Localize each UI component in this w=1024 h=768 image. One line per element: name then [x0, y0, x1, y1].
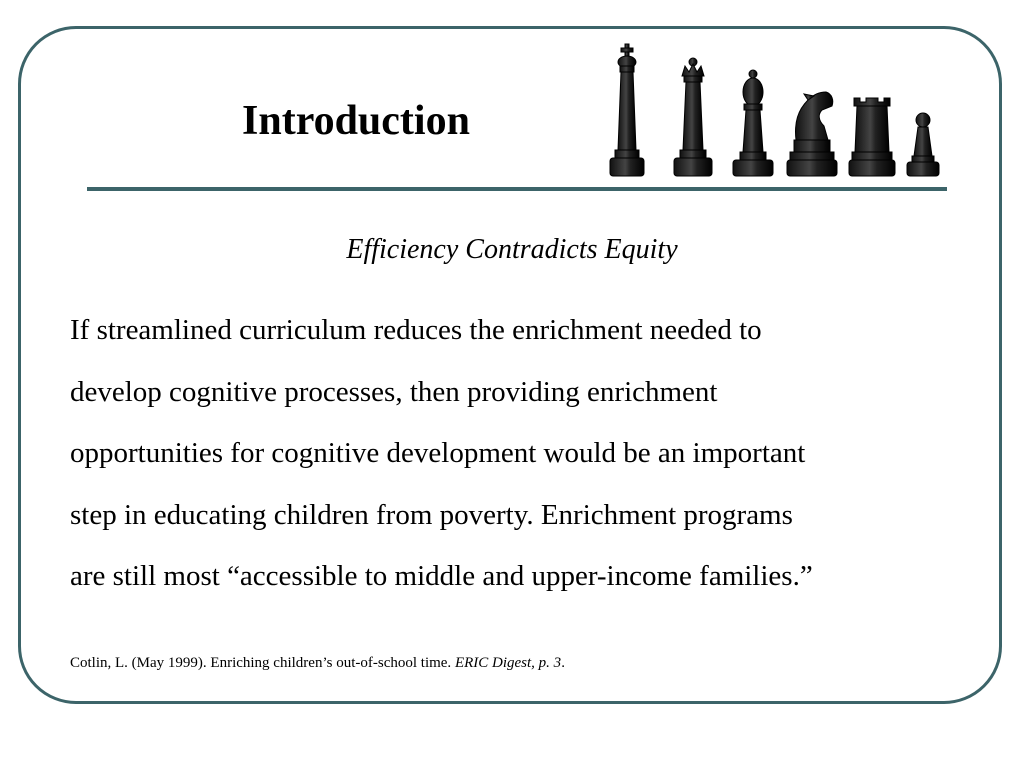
body-paragraph: [70, 300, 970, 608]
citation-end: .: [561, 655, 565, 671]
citation-source: ERIC Digest, p. 3: [454, 655, 562, 671]
rook-piece-icon: [849, 98, 895, 176]
body-line: opportunities for cognitive development would be an important: [70, 437, 806, 469]
slide-subtitle: Efficiency Contradicts Equity: [346, 234, 678, 265]
knight-piece-icon: [787, 92, 837, 176]
citation: [70, 654, 565, 672]
title-divider: [87, 187, 947, 191]
body-line: are still most “accessible to middle and upper-income families.”: [70, 560, 813, 592]
citation-text: Cotlin, L. (May 1999). Enriching children’s out-of-school time.: [70, 655, 455, 671]
pawn-piece-icon: [907, 113, 939, 176]
slide-title: Introduction: [242, 98, 470, 144]
body-line: step in educating children from poverty. Enrichment programs: [70, 498, 793, 531]
chess-pieces-icon: [604, 40, 946, 180]
body-line: If streamlined curriculum reduces the enrichment needed to: [70, 314, 762, 346]
king-piece-icon: [610, 44, 644, 176]
queen-piece-icon: [674, 58, 712, 176]
body-line: develop cognitive processes, then providing enrichment: [70, 375, 718, 408]
bishop-piece-icon: [733, 70, 773, 176]
